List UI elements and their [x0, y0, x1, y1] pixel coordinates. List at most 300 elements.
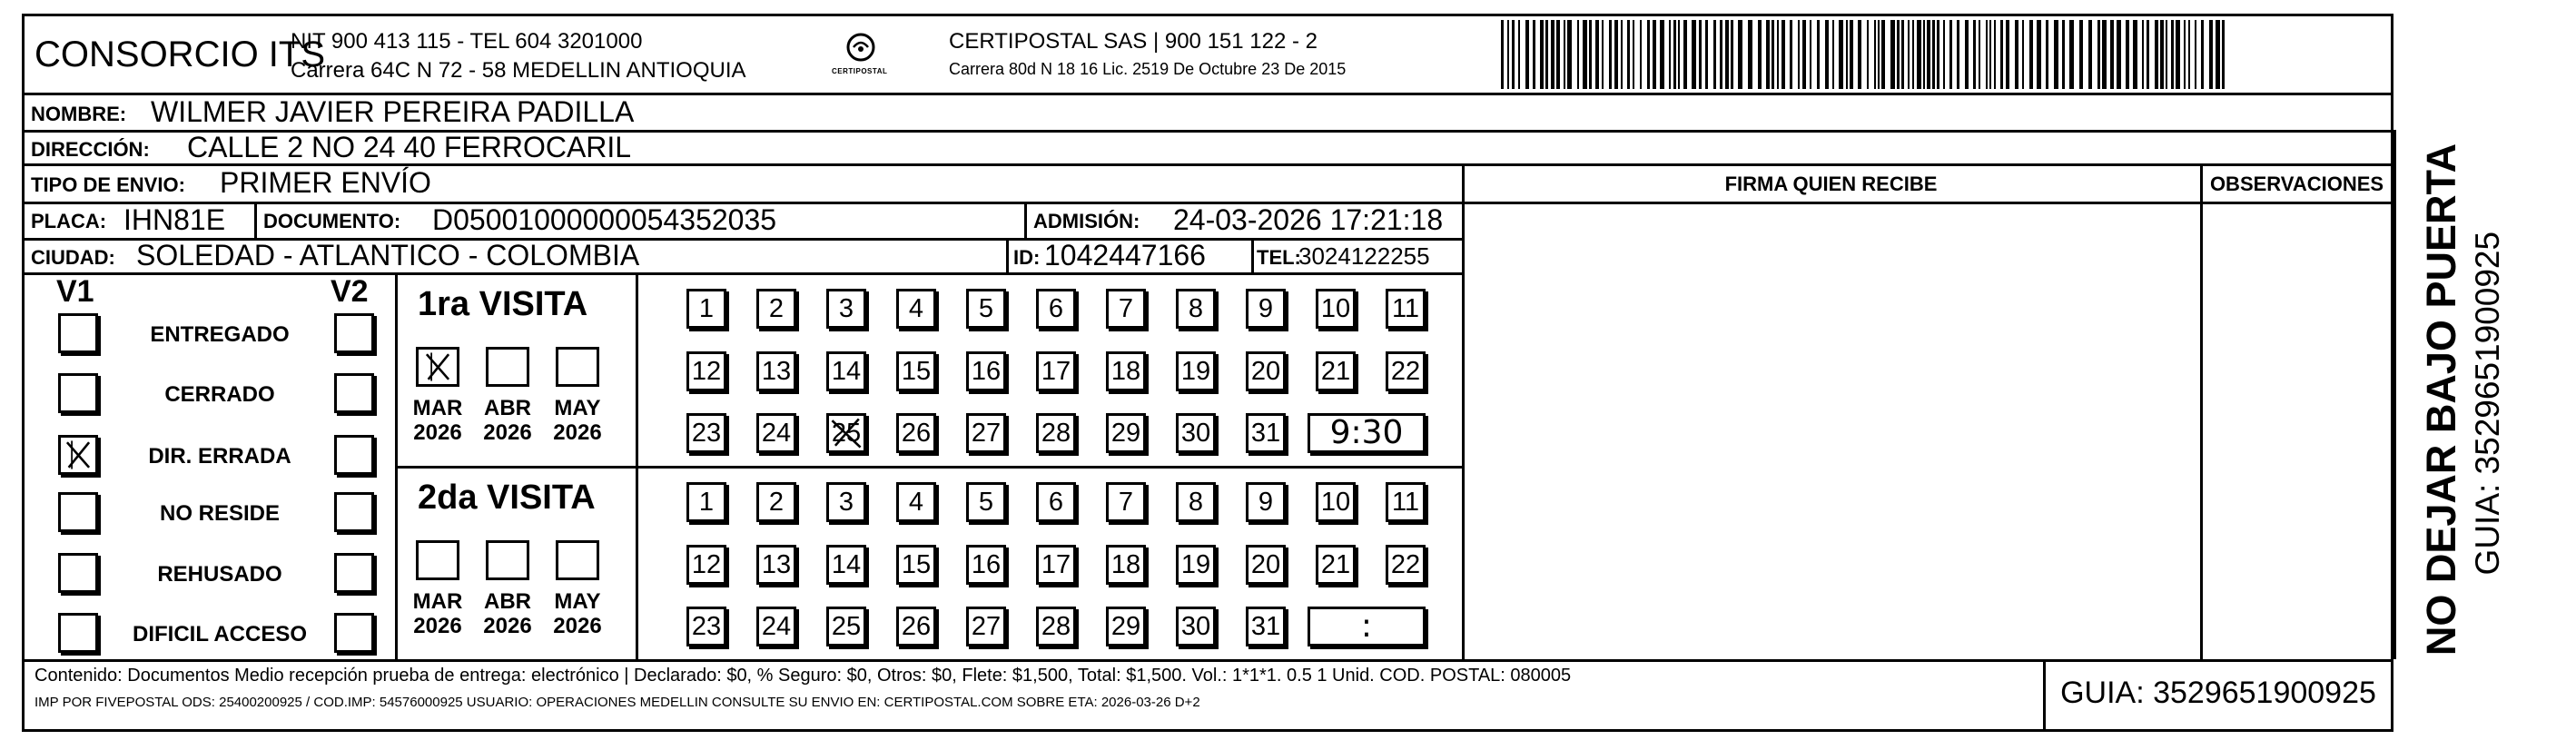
day-box[interactable]	[1176, 289, 1216, 329]
month-year: 2026	[413, 420, 462, 445]
day-box[interactable]	[966, 413, 1006, 453]
month-year: 2026	[483, 614, 532, 638]
barcode-icon	[1501, 20, 2227, 89]
day-box[interactable]	[826, 482, 866, 522]
day-number: 6	[1048, 488, 1064, 517]
day-number: 7	[1118, 488, 1134, 517]
visit-time-field[interactable]: :	[1308, 607, 1426, 646]
barcode-bar	[2022, 20, 2024, 89]
admision-value: 24-03-2026 17:21:18	[1173, 203, 1444, 236]
barcode-bar	[1583, 20, 1587, 89]
day-box[interactable]	[1246, 607, 1286, 646]
v1-checkbox[interactable]	[58, 435, 98, 475]
day-number: 6	[1048, 294, 1064, 323]
status-label: NO RESIDE	[159, 501, 281, 526]
barcode-bar	[1965, 20, 1969, 89]
barcode-bar	[2195, 20, 2196, 89]
barcode-bar	[2209, 20, 2213, 89]
day-number: 21	[1320, 357, 1351, 386]
v2-checkbox[interactable]	[334, 373, 374, 413]
day-box[interactable]	[826, 413, 866, 453]
day-box[interactable]	[1316, 351, 1356, 391]
day-number: 27	[971, 419, 1002, 448]
day-box[interactable]	[1246, 413, 1286, 453]
barcode-bar	[1973, 20, 1976, 89]
barcode-bar	[1567, 20, 1572, 89]
visit-title: 1ra VISITA	[418, 285, 588, 323]
day-box[interactable]	[756, 482, 796, 522]
month-checkbox[interactable]	[556, 540, 599, 580]
barcode-bar	[1699, 20, 1702, 89]
day-box[interactable]	[896, 413, 936, 453]
barcode-bar	[1633, 20, 1634, 89]
placa-label: PLACA:	[31, 210, 107, 232]
status-label: DIFICIL ACCESO	[132, 622, 307, 646]
day-box[interactable]	[1106, 289, 1146, 329]
day-box[interactable]	[686, 607, 726, 646]
side-guia-text: GUIA: 3529651900925	[2469, 231, 2506, 576]
carrier-address: Carrera 80d N 18 16 Lic. 2519 De Octubre 23 De 2015	[949, 60, 1347, 78]
day-box[interactable]	[1246, 351, 1286, 391]
carrier-name: CERTIPOSTAL SAS | 900 151 122 - 2	[949, 29, 1318, 54]
month-label	[406, 396, 469, 445]
day-box[interactable]	[686, 351, 726, 391]
barcode-bar	[1678, 20, 1680, 89]
barcode-bar	[1802, 20, 1806, 89]
day-box[interactable]	[826, 289, 866, 329]
status-label: REHUSADO	[157, 562, 282, 587]
day-number: 24	[761, 419, 792, 448]
day-number: 28	[1041, 612, 1071, 641]
day-box[interactable]	[896, 482, 936, 522]
barcode-bar	[1640, 20, 1642, 89]
day-number: 13	[761, 550, 792, 579]
day-box[interactable]	[1176, 413, 1216, 453]
side-warning	[2417, 145, 2466, 654]
barcode-bar	[1595, 20, 1599, 89]
barcode-bar	[1943, 20, 1945, 89]
v1-checkbox[interactable]	[58, 492, 98, 532]
v1-checkbox[interactable]	[58, 613, 98, 653]
barcode-bar	[2088, 20, 2092, 89]
day-box[interactable]	[1386, 351, 1426, 391]
day-number: 5	[978, 488, 994, 517]
day-number: 8	[1188, 294, 1204, 323]
nombre-label: NOMBRE:	[31, 103, 127, 125]
barcode-bar	[1912, 20, 1914, 89]
barcode-bar	[2147, 20, 2149, 89]
day-number: 3	[838, 294, 854, 323]
day-box[interactable]	[1246, 482, 1286, 522]
day-box[interactable]	[1176, 351, 1216, 391]
barcode-bar	[1713, 20, 1716, 89]
barcode-bar	[2097, 20, 2100, 89]
day-box[interactable]	[896, 607, 936, 646]
day-number: 12	[691, 357, 722, 386]
barcode-bar	[1720, 20, 1722, 89]
day-box[interactable]	[1036, 413, 1076, 453]
barcode-bar	[2155, 20, 2158, 89]
day-box[interactable]	[1386, 482, 1426, 522]
barcode-bar	[1533, 20, 1535, 89]
day-number: 16	[971, 357, 1002, 386]
day-number: 19	[1180, 357, 1211, 386]
day-number: 25	[831, 419, 862, 448]
month-name: ABR	[484, 589, 531, 614]
barcode-bar	[1545, 20, 1548, 89]
visit-title: 2da VISITA	[418, 479, 596, 517]
barcode-bar	[1507, 20, 1509, 89]
day-box[interactable]	[686, 482, 726, 522]
month-checkbox[interactable]	[416, 540, 459, 580]
company-address: Carrera 64C N 72 - 58 MEDELLIN ANTIOQUIA	[291, 58, 746, 83]
side-warning-text: NO DEJAR BAJO PUERTA	[2418, 143, 2464, 656]
barcode-bar	[1627, 20, 1630, 89]
day-number: 18	[1110, 357, 1141, 386]
barcode-bar	[1989, 20, 1991, 89]
barcode-bar	[2201, 20, 2204, 89]
ciudad-label: CIUDAD:	[31, 246, 115, 269]
firma-header: FIRMA QUIEN RECIBE	[1724, 173, 1938, 195]
day-box[interactable]	[686, 289, 726, 329]
v2-checkbox[interactable]	[334, 553, 374, 593]
company-name: CONSORCIO ITS	[35, 35, 326, 74]
barcode-bar	[2160, 20, 2164, 89]
barcode-bar	[2037, 20, 2041, 89]
day-box[interactable]	[1246, 289, 1286, 329]
day-box[interactable]	[1386, 289, 1426, 329]
day-box[interactable]	[1176, 545, 1216, 585]
day-number: 15	[901, 357, 932, 386]
day-box[interactable]	[686, 545, 726, 585]
day-box[interactable]	[966, 289, 1006, 329]
day-number: 21	[1320, 550, 1351, 579]
day-box[interactable]	[1316, 289, 1356, 329]
day-number: 27	[971, 612, 1002, 641]
day-number: 24	[761, 612, 792, 641]
id-value: 1042447166	[1044, 239, 1206, 271]
day-number: 7	[1118, 294, 1134, 323]
documento-label: DOCUMENTO:	[263, 210, 401, 232]
day-box[interactable]	[826, 607, 866, 646]
side-guia	[2468, 145, 2508, 654]
barcode-bar	[1878, 20, 1880, 89]
barcode-bar	[2000, 20, 2003, 89]
month-name: MAY	[554, 589, 601, 614]
barcode-bar	[1683, 20, 1687, 89]
v1-checkbox[interactable]	[58, 373, 98, 413]
month-checkbox[interactable]	[486, 540, 529, 580]
barcode-bar	[1518, 20, 1520, 89]
day-box[interactable]	[1246, 545, 1286, 585]
day-box[interactable]	[1036, 482, 1076, 522]
day-box[interactable]	[1316, 545, 1356, 585]
barcode-bar	[1817, 20, 1820, 89]
day-number: 9	[1258, 488, 1274, 517]
barcode-bar	[2054, 20, 2058, 89]
day-box[interactable]	[826, 351, 866, 391]
barcode-bar	[1705, 20, 1708, 89]
day-box[interactable]	[966, 351, 1006, 391]
barcode-bar	[2133, 20, 2137, 89]
status-label: DIR. ERRADA	[148, 444, 291, 469]
barcode-bar	[1923, 20, 1925, 89]
barcode-bar	[2188, 20, 2190, 89]
day-number: 29	[1110, 612, 1141, 641]
day-box[interactable]	[756, 413, 796, 453]
barcode-bar	[2110, 20, 2114, 89]
v1-checkbox[interactable]	[58, 313, 98, 353]
day-number: 4	[908, 488, 924, 517]
barcode-bar	[1881, 20, 1885, 89]
barcode-bar	[1777, 20, 1779, 89]
barcode-bar	[2222, 20, 2225, 89]
barcode-bar	[1725, 20, 1729, 89]
day-box[interactable]	[1106, 351, 1146, 391]
direccion-value: CALLE 2 NO 24 40 FERROCARIL	[187, 131, 632, 163]
v2-header: V2	[331, 274, 369, 309]
barcode-bar	[1673, 20, 1676, 89]
day-number: 22	[1390, 550, 1421, 579]
day-number: 2	[768, 294, 785, 323]
day-number: 9	[1258, 294, 1274, 323]
day-number: 8	[1188, 488, 1204, 517]
barcode-bar	[1653, 20, 1656, 89]
barcode-bar	[1556, 20, 1560, 89]
barcode-bar	[1512, 20, 1515, 89]
barcode-bar	[1609, 20, 1612, 89]
nombre-value: WILMER JAVIER PEREIRA PADILLA	[151, 95, 635, 128]
barcode-bar	[1825, 20, 1829, 89]
barcode-bar	[1810, 20, 1811, 89]
tel-value: 3024122255	[1298, 242, 1430, 270]
documento-value: D05001000000054352035	[432, 203, 777, 236]
day-number: 20	[1250, 357, 1281, 386]
month-label	[476, 396, 539, 445]
barcode-bar	[1867, 20, 1869, 89]
status-label: CERRADO	[164, 382, 275, 407]
footer-imp: IMP POR FIVEPOSTAL ODS: 25400200925 / COD.IMP: 54576000925 USUARIO: OPERACIONES MEDELLIN CONSULTE SU ENVIO EN: CERTIPOSTAL.COM SOBRE ETA: 2026-03-26 D+2	[35, 695, 1200, 710]
barcode-bar	[1525, 20, 1529, 89]
month-label	[546, 589, 609, 638]
day-number: 22	[1390, 357, 1421, 386]
day-number: 20	[1250, 550, 1281, 579]
month-checkbox[interactable]	[416, 347, 459, 387]
day-number: 4	[908, 294, 924, 323]
day-box[interactable]	[896, 289, 936, 329]
barcode-bar	[1564, 20, 1565, 89]
barcode-bar	[1738, 20, 1742, 89]
day-number: 11	[1391, 294, 1420, 323]
day-number: 17	[1041, 550, 1071, 579]
day-box[interactable]	[756, 289, 796, 329]
month-label	[406, 589, 469, 638]
day-box[interactable]	[1176, 482, 1216, 522]
day-box[interactable]	[1176, 607, 1216, 646]
barcode-bar	[2062, 20, 2065, 89]
day-number: 3	[838, 488, 854, 517]
barcode-bar	[1748, 20, 1752, 89]
day-number: 25	[831, 612, 862, 641]
day-box[interactable]	[1036, 545, 1076, 585]
barcode-bar	[2015, 20, 2018, 89]
month-name: MAR	[412, 396, 463, 420]
barcode-bar	[1602, 20, 1604, 89]
month-label	[476, 589, 539, 638]
barcode-bar	[2117, 20, 2121, 89]
day-box[interactable]	[686, 413, 726, 453]
barcode-bar	[1660, 20, 1664, 89]
day-box[interactable]	[1106, 545, 1146, 585]
day-number: 23	[691, 612, 722, 641]
day-number: 10	[1320, 488, 1351, 517]
v2-checkbox[interactable]	[334, 435, 374, 475]
day-number: 11	[1391, 488, 1420, 517]
barcode-bar	[1501, 20, 1504, 89]
day-number: 13	[761, 357, 792, 386]
barcode-bar	[2069, 20, 2074, 89]
barcode-bar	[2166, 20, 2167, 89]
barcode-bar	[1927, 20, 1930, 89]
barcode-bar	[1790, 20, 1792, 89]
day-box[interactable]	[756, 545, 796, 585]
barcode-bar	[1647, 20, 1650, 89]
day-number: 14	[831, 550, 862, 579]
month-year: 2026	[553, 420, 602, 445]
barcode-bar	[1858, 20, 1861, 89]
barcode-bar	[1890, 20, 1895, 89]
day-box[interactable]	[756, 607, 796, 646]
tel-label: TEL:	[1257, 246, 1301, 269]
barcode-bar	[1772, 20, 1774, 89]
barcode-bar	[2142, 20, 2144, 89]
day-number: 26	[901, 612, 932, 641]
day-number: 10	[1320, 294, 1351, 323]
month-checkbox[interactable]	[486, 347, 529, 387]
company-nit: NIT 900 413 115 - TEL 604 3201000	[291, 29, 643, 54]
v2-checkbox[interactable]	[334, 613, 374, 653]
barcode-bar	[1621, 20, 1623, 89]
barcode-bar	[2176, 20, 2180, 89]
admision-label: ADMISIÓN:	[1033, 210, 1140, 232]
barcode-bar	[1917, 20, 1921, 89]
day-box[interactable]	[1106, 482, 1146, 522]
placa-value: IHN81E	[123, 203, 226, 236]
day-box[interactable]	[1106, 607, 1146, 646]
day-box[interactable]	[826, 545, 866, 585]
observaciones-header: OBSERVACIONES	[2209, 173, 2384, 195]
barcode-bar	[1937, 20, 1939, 89]
barcode-bar	[1979, 20, 1980, 89]
day-number: 17	[1041, 357, 1071, 386]
barcode-bar	[1731, 20, 1733, 89]
barcode-bar	[2184, 20, 2186, 89]
day-number: 31	[1250, 419, 1281, 448]
barcode-bar	[2216, 20, 2220, 89]
tipo-envio-label: TIPO DE ENVIO:	[31, 173, 185, 196]
barcode-bar	[1897, 20, 1900, 89]
day-box[interactable]	[896, 351, 936, 391]
barcode-bar	[1766, 20, 1770, 89]
barcode-bar	[2126, 20, 2129, 89]
day-number: 15	[901, 550, 932, 579]
day-box[interactable]	[1036, 289, 1076, 329]
barcode-bar	[2171, 20, 2174, 89]
day-number: 5	[978, 294, 994, 323]
barcode-bar	[1846, 20, 1848, 89]
day-box[interactable]	[1036, 351, 1076, 391]
day-number: 30	[1180, 419, 1211, 448]
day-box[interactable]	[896, 545, 936, 585]
day-box[interactable]	[756, 351, 796, 391]
day-number: 30	[1180, 612, 1211, 641]
visit-time-field[interactable]: 9:30	[1308, 413, 1426, 453]
month-year: 2026	[483, 420, 532, 445]
barcode-bar	[1551, 20, 1554, 89]
barcode-bar	[2029, 20, 2033, 89]
v1-header: V1	[56, 274, 94, 309]
barcode-bar	[2006, 20, 2009, 89]
day-number: 28	[1041, 419, 1071, 448]
day-x-mark	[829, 416, 864, 450]
month-year: 2026	[553, 614, 602, 638]
barcode-bar	[1540, 20, 1544, 89]
day-number: 1	[698, 488, 715, 517]
barcode-bar	[2079, 20, 2083, 89]
logo-text: CERTIPOSTAL	[832, 67, 888, 75]
day-box[interactable]	[1036, 607, 1076, 646]
month-label	[546, 396, 609, 445]
barcode-bar	[1949, 20, 1952, 89]
day-number: 16	[971, 550, 1002, 579]
day-box[interactable]	[1386, 545, 1426, 585]
barcode-bar	[1994, 20, 1996, 89]
day-box[interactable]	[1316, 482, 1356, 522]
day-number: 1	[698, 294, 715, 323]
day-box[interactable]	[966, 482, 1006, 522]
footer-contenido: Contenido: Documentos Medio recepción prueba de entrega: electrónico | Declarado: $0, % Seguro: $0, Otros: $0, Flete: $1,500, Total: $1,500. Vol.: 1*1*1. 0.5 1 Unid. COD. POSTAL: 080005	[35, 666, 1572, 686]
day-box[interactable]	[966, 607, 1006, 646]
day-box[interactable]	[966, 545, 1006, 585]
month-checkbox[interactable]	[556, 347, 599, 387]
day-number: 18	[1110, 550, 1141, 579]
barcode-bar	[1669, 20, 1671, 89]
barcode-bar	[1850, 20, 1853, 89]
barcode-bar	[1798, 20, 1800, 89]
barcode-bar	[1986, 20, 1988, 89]
v1-checkbox[interactable]	[58, 553, 98, 593]
v2-checkbox[interactable]	[334, 492, 374, 532]
barcode-bar	[1589, 20, 1592, 89]
month-name: MAY	[554, 396, 601, 420]
direccion-label: DIRECCIÓN:	[31, 138, 150, 161]
barcode-bar	[2046, 20, 2048, 89]
ciudad-value: SOLEDAD - ATLANTICO - COLOMBIA	[136, 239, 640, 271]
day-number: 31	[1250, 612, 1281, 641]
barcode-bar	[1758, 20, 1762, 89]
barcode-bar	[2102, 20, 2107, 89]
day-box[interactable]	[1106, 413, 1146, 453]
day-number: 23	[691, 419, 722, 448]
barcode-bar	[1577, 20, 1579, 89]
day-number: 2	[768, 488, 785, 517]
id-label: ID:	[1013, 246, 1041, 269]
tipo-envio-value: PRIMER ENVÍO	[220, 166, 431, 199]
month-name: ABR	[484, 396, 531, 420]
footer-guia: GUIA: 3529651900925	[2060, 676, 2376, 710]
barcode-bar	[1781, 20, 1785, 89]
v2-checkbox[interactable]	[334, 313, 374, 353]
